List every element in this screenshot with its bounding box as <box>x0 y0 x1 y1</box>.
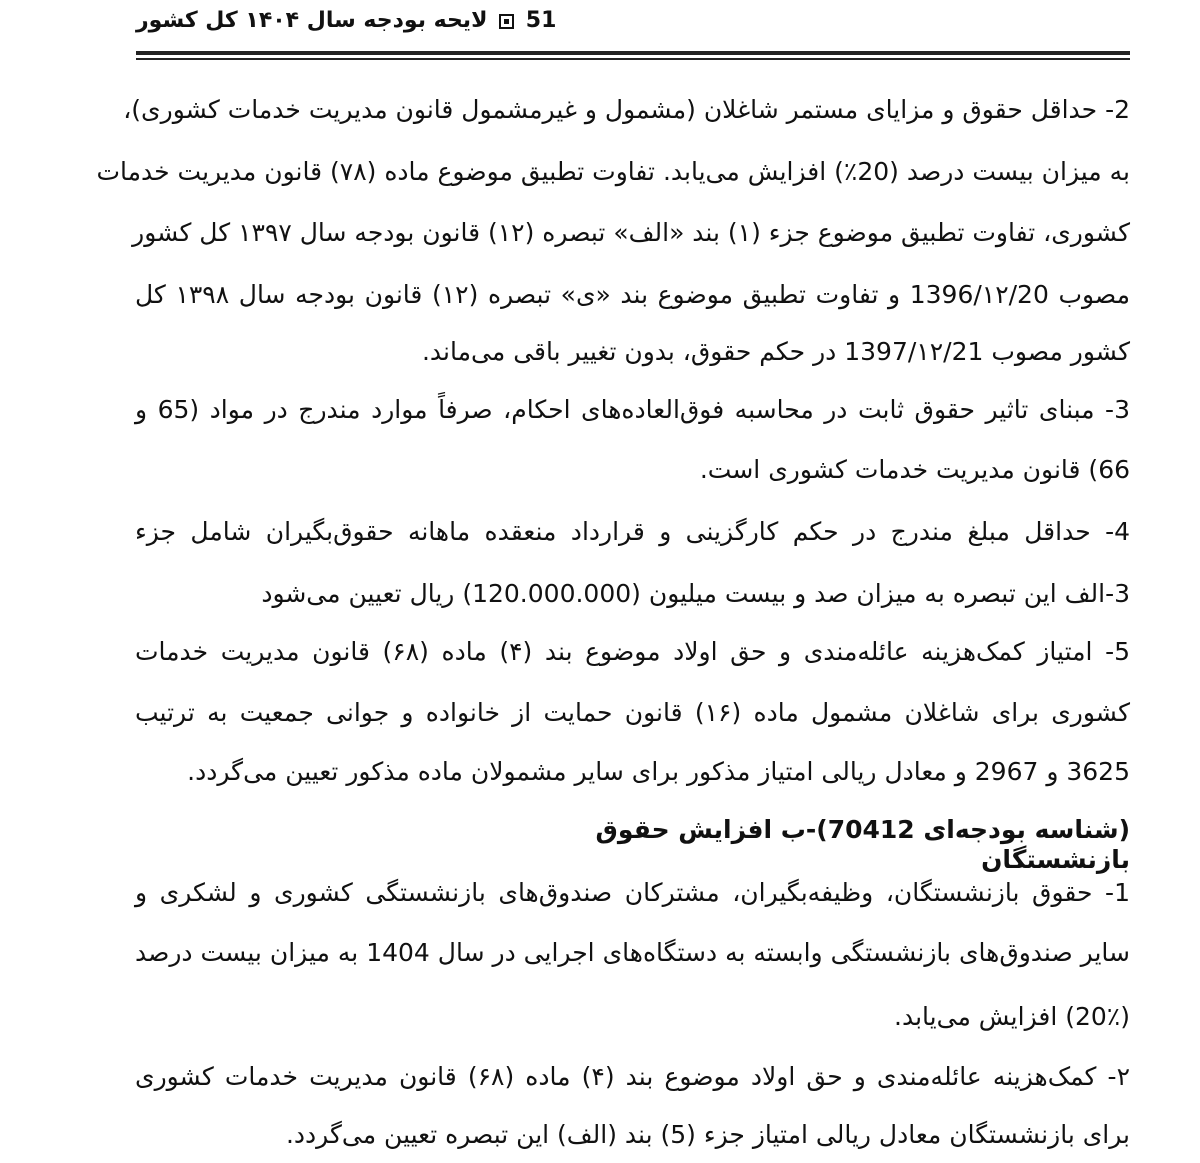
paragraph-line: 66) قانون مدیریت خدمات کشوری است. <box>699 455 1130 484</box>
paragraph-line: برای بازنشستگان معادل ریالی امتیاز جزء (5) بند (الف) این تبصره تعیین می‌گردد. <box>285 1120 1130 1149</box>
paragraph-line: 2- حداقل حقوق و مزایای مستمر شاغلان (مشمول و غیرمشمول قانون مدیریت خدمات کشوری)، <box>123 95 1130 124</box>
paragraph-line: کشور مصوب 1397/۱۲/21 در حکم حقوق، بدون تغییر باقی می‌ماند. <box>421 337 1130 366</box>
paragraph-line: کشوری، تفاوت تطبیق موضوع جزء (۱) بند «الف» تبصره (۱۲) قانون بودجه سال ۱۳۹۷ کل کشور <box>132 218 1130 247</box>
section-heading-line: بازنشستگان <box>981 845 1130 874</box>
section-heading-line: (شناسه بودجه‌ای 70412)-ب افزایش حقوق <box>595 815 1130 844</box>
paragraph-line: (20٪) افزایش می‌یابد. <box>894 1002 1130 1031</box>
paragraph-line: 1- حقوق بازنشستگان، وظیفه‌بگیران، مشترکان صندوق‌های بازنشستگی کشوری و لشکری و <box>135 878 1130 907</box>
paragraph-line: 3625 و 2967 و معادل ریالی امتیاز مذکور برای سایر مشمولان ماده مذکور تعیین می‌گردد. <box>187 757 1130 786</box>
paragraph-line: 3-الف این تبصره به میزان صد و بیست میلیون (120.000.000) ریال تعیین می‌شود <box>261 579 1130 608</box>
header-rule-thin <box>136 58 1130 60</box>
paragraph-line: 5- امتیاز کمک‌هزینه عائله‌مندی و حق اولاد موضوع بند (۴) ماده (۶۸) قانون مدیریت خدمات <box>135 637 1130 666</box>
paragraph-line: کشوری برای شاغلان مشمول ماده (۱۶) قانون حمایت از خانواده و جوانی جمعیت به ترتیب <box>135 698 1130 727</box>
header-rule <box>136 51 1130 55</box>
paragraph-line: 4- حداقل مبلغ مندرج در حکم کارگزینی و قرارداد منعقده ماهانه حقوق‌بگیران شامل جزء <box>135 517 1130 546</box>
paragraph-line: مصوب 1396/۱۲/20 و تفاوت تطبیق موضوع بند «ی» تبصره (۱۲) قانون بودجه سال ۱۳۹۸ کل <box>135 280 1131 309</box>
square-ornament-icon <box>499 14 514 29</box>
header-title: لایحه بودجه سال ۱۴۰۴ کل کشور <box>136 8 488 33</box>
paragraph-line: 3- مبنای تاثیر حقوق ثابت در محاسبه فوق‌العاده‌های احکام، صرفاً موارد مندرج در مواد (65 و <box>135 395 1130 424</box>
paragraph-line: به میزان بیست درصد (20٪) افزایش می‌یابد. تفاوت تطبیق موضوع ماده (۷۸) قانون مدیریت خدمات <box>96 157 1130 186</box>
page-number: 51 <box>525 8 557 33</box>
running-header <box>136 8 556 33</box>
paragraph-line: ۲- کمک‌هزینه عائله‌مندی و حق اولاد موضوع بند (۴) ماده (۶۸) قانون مدیریت خدمات کشوری <box>135 1062 1130 1091</box>
paragraph-line: سایر صندوق‌های بازنشستگی وابسته به دستگاه‌های اجرایی در سال 1404 به میزان بیست درصد <box>135 938 1130 967</box>
